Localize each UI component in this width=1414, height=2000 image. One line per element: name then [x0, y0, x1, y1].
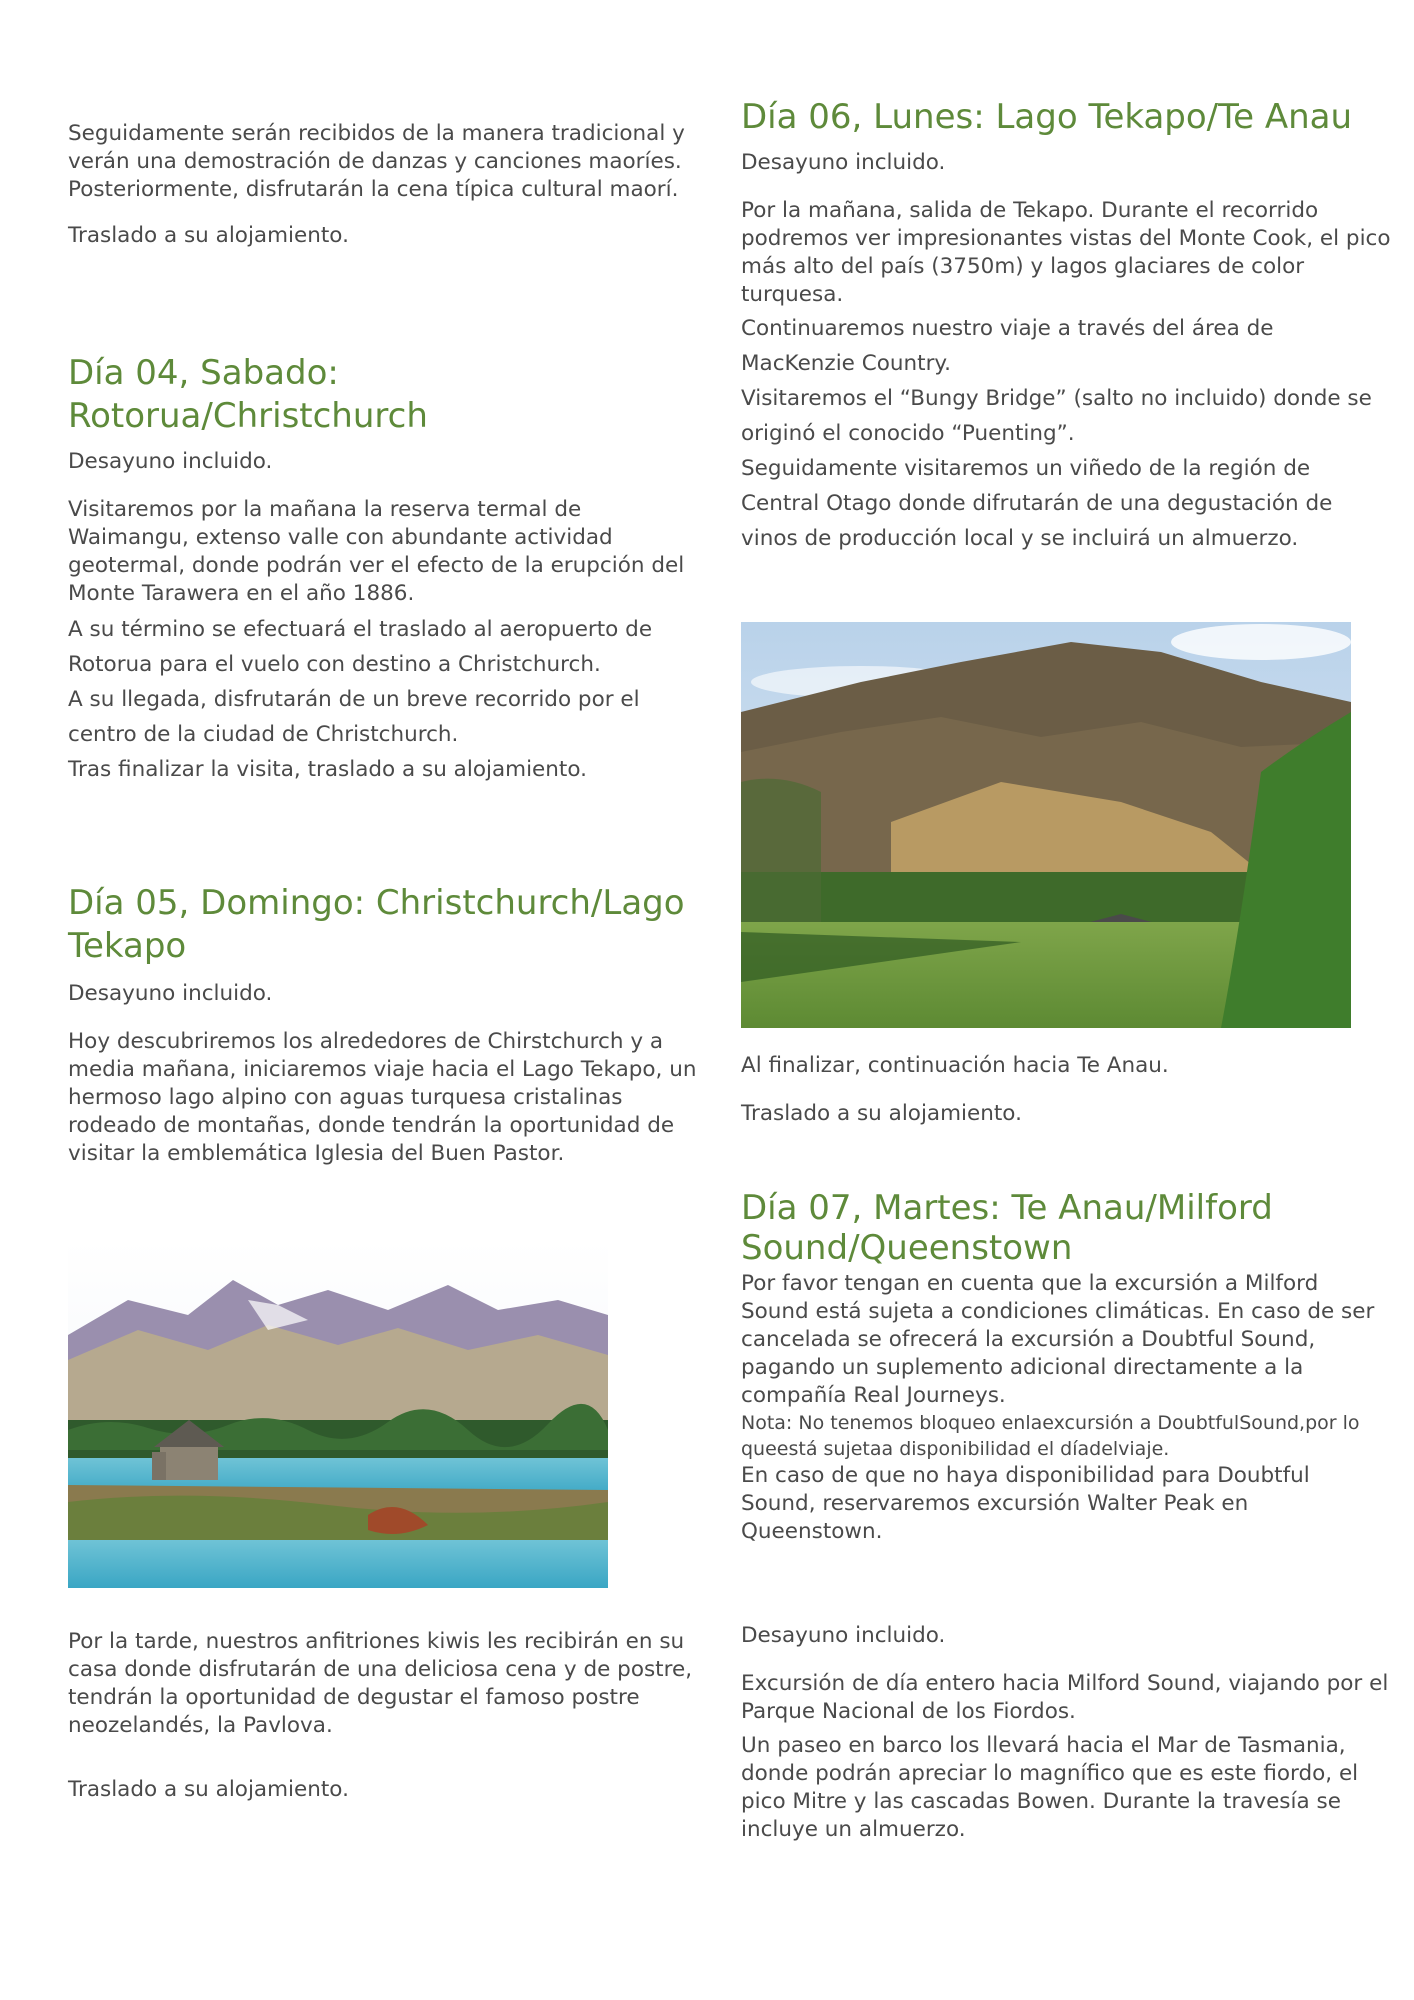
day06-after: Al finalizar, continuación hacia Te Anau. [741, 1053, 1169, 1078]
day06-paragraph-4: Seguidamente visitaremos un viñedo de la región de Central Otago donde difrutarán de una degustación de vinos de producción local y se incluirá un almuerzo. [741, 456, 1333, 551]
intro-paragraph: Seguidamente serán recibidos de la manera tradicional y verán una demostración de danzas y canciones maoríes. Posteriormente, disfrutarán la cena típica cultural maorí. [68, 121, 685, 202]
day07-alternative: En caso de que no haya disponibilidad para Doubtful Sound, reservaremos excursión Walter Peak en Queenstown. [741, 1463, 1310, 1544]
day07-note: Nota: No tenemos bloqueo enlaexcursión a DoubtfulSound,por lo queestá sujetaa disponibilidad el díadelviaje. [741, 1412, 1360, 1460]
intro-transfer: Traslado a su alojamiento. [68, 223, 349, 248]
day06-section [741, 96, 1391, 556]
day04-paragraph-4: Tras finalizar la visita, traslado a su alojamiento. [68, 757, 587, 782]
day05-paragraph-1: Hoy descubriremos los alrededores de Chirstchurch y a media mañana, iniciaremos viaje hacia el Lago Tekapo, un hermoso lago alpino con aguas turquesa cristalinas rodeado de montañas, donde tendrán la oportunidad de visitar la emblemática Iglesia del Buen Pastor. [68, 1029, 697, 1166]
day07-section [741, 1188, 1391, 1546]
day06-breakfast: Desayuno incluido. [741, 150, 946, 175]
day05-title: Día 05, Domingo: Christchurch/Lago Tekapo [68, 883, 685, 966]
vineyard-photo [741, 622, 1351, 1028]
day04-paragraph-3: A su llegada, disfrutarán de un breve recorrido por el centro de la ciudad de Christchurch. [68, 687, 640, 747]
day06-paragraph-3: Visitaremos el “Bungy Bridge” (salto no incluido) donde se originó el conocido “Puenting”. [741, 386, 1372, 446]
day07-paragraph-1: Excursión de día entero hacia Milford Sound, viajando por el Parque Nacional de los Fiordos. [741, 1671, 1389, 1724]
day06-closing [741, 1052, 1391, 1128]
day05-paragraph-2: Por la tarde, nuestros anfitriones kiwis les recibirán en su casa donde disfrutarán de una deliciosa cena y de postre, tendrán la oportunidad de degustar el famoso postre neozelandés, la Pavlova. [68, 1629, 693, 1738]
day05-transfer: Traslado a su alojamiento. [68, 1777, 349, 1802]
day07-breakfast: Desayuno incluido. [741, 1623, 946, 1648]
day04-paragraph-1: Visitaremos por la mañana la reserva termal de Waimangu, extenso valle con abundante actividad geotermal, donde podrán ver el efecto de la erupción del Monte Tarawera en el año 1886. [68, 497, 685, 606]
day05-section [68, 882, 708, 1168]
day04-breakfast: Desayuno incluido. [68, 449, 273, 474]
day06-transfer: Traslado a su alojamiento. [741, 1101, 1022, 1126]
day07-title: Día 07, Martes: Te Anau/Milford Sound/Queenstown [741, 1188, 1273, 1268]
day04-paragraph-2: A su término se efectuará el traslado al aeropuerto de Rotorua para el vuelo con destino a Christchurch. [68, 617, 653, 677]
day06-paragraph-1: Por la mañana, salida de Tekapo. Durante el recorrido podremos ver impresionantes vistas del Monte Cook, el pico más alto del país (3750m) y lagos glaciares de color turquesa. [741, 198, 1391, 307]
day06-title: Día 06, Lunes: Lago Tekapo/Te Anau [741, 97, 1353, 137]
day06-paragraph-2: Continuaremos nuestro viaje a través del área de MacKenzie Country. [741, 316, 1274, 376]
day07-itinerary [741, 1622, 1391, 1844]
lake-tekapo-photo [68, 1240, 608, 1588]
day07-paragraph-2: Un paseo en barco los llevará hacia el Mar de Tasmania, donde podrán apreciar lo magnífico que es este fiordo, el pico Mitre y las cascadas Bowen. Durante la travesía se incluye un almuerzo. [741, 1733, 1359, 1842]
day04-title: Día 04, Sabado: Rotorua/Christchurch [68, 353, 428, 436]
day05-afternoon [68, 1628, 708, 1804]
day05-breakfast: Desayuno incluido. [68, 981, 273, 1006]
day07-notice: Por favor tengan en cuenta que la excursión a Milford Sound está sujeta a condiciones climáticas. En caso de ser cancelada se ofrecerá la excursión a Doubtful Sound, pagando un suplemento adicional directamente a la compañía Real Journeys. [741, 1271, 1375, 1408]
day04-section [68, 352, 708, 787]
intro-section [68, 120, 708, 250]
